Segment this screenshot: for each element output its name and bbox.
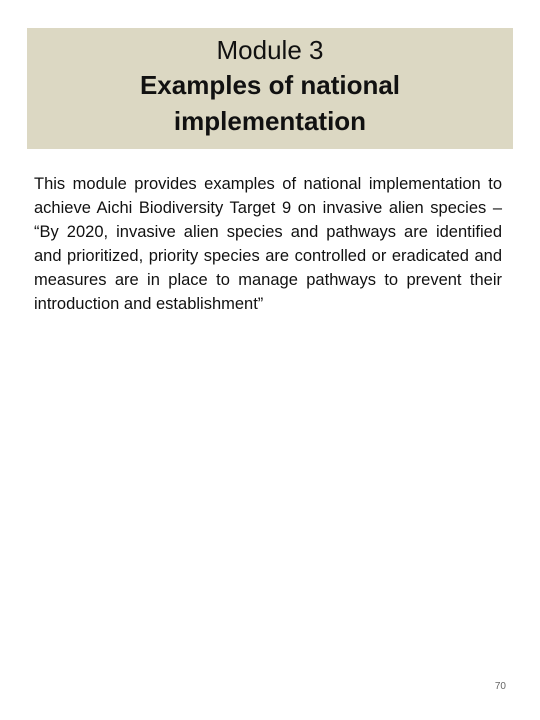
- module-number: Module 3: [216, 35, 324, 65]
- module-title-banner: [27, 28, 513, 149]
- page-number: 70: [494, 681, 506, 692]
- module-description: This module provides examples of national implementation to achieve Aichi Biodiversity Target 9 on invasive alien species – “By 2020, invasive alien species and pathways are identified and prioritized, priority species are controlled or eradicated and measures are in place to manage pathways to prevent their introduction and establishment”: [34, 175, 502, 313]
- module-title-line-2: implementation: [173, 106, 367, 136]
- module-title-line-1: Examples of national: [139, 70, 401, 100]
